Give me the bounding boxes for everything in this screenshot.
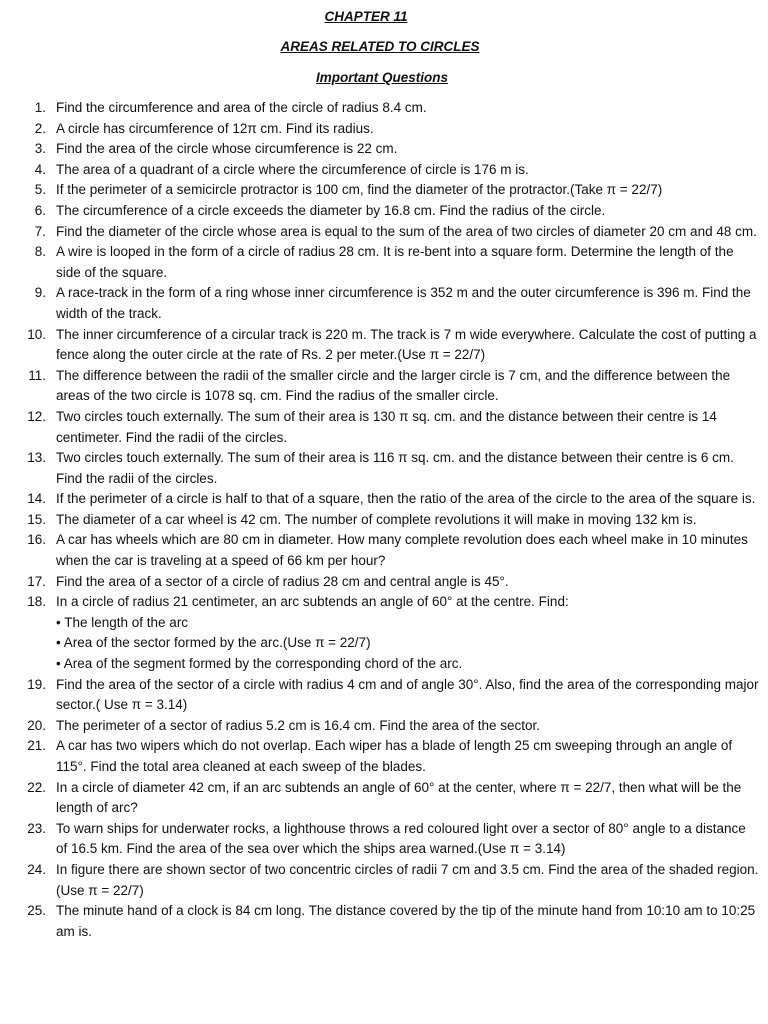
question-text: Two circles touch externally. The sum of their area is 130 π sq. cm. and the distance between their centre is 14 centimeter. Find the radii of the circles. [56,408,717,445]
question-text: A car has wheels which are 80 cm in diameter. How many complete revolution does each wheel make in 10 minutes when the car is traveling at a speed of 66 km per hour? [56,532,748,569]
sub-bullet: • Area of the segment formed by the corresponding chord of the arc. [56,656,463,672]
question-text: The diameter of a car wheel is 42 cm. The number of complete revolutions it will make in moving 132 km is. [56,511,697,527]
sub-bullet: • Area of the sector formed by the arc.(Use π = 22/7) [56,635,371,651]
question-number: 10. [27,326,46,342]
question-item [0,242,768,283]
question-number: 18. [27,594,46,610]
question-item [0,201,768,222]
section-subtitle: Important Questions [315,70,448,85]
question-number: 7. [34,223,46,239]
question-text: Find the area of a sector of a circle of radius 28 cm and central angle is 45°. [56,573,509,589]
question-item [0,325,768,366]
question-item [0,675,768,716]
question-text: In figure there are shown sector of two concentric circles of radii 7 cm and 3.5 cm. Find the area of the shaded region.(Use π = 22/7) [56,861,759,898]
question-number: 9. [34,285,46,301]
question-number: 4. [34,161,46,177]
question-number: 16. [27,532,46,548]
question-text: Find the area of the circle whose circumference is 22 cm. [56,141,398,157]
question-text: To warn ships for underwater rocks, a lighthouse throws a red coloured light over a sector of 80° angle to a distance of 16.5 km. Find the area of the sea over which the ships area warned.(Use π = 3.14) [56,820,746,857]
question-item [0,160,768,181]
question-item [0,901,768,942]
question-number: 20. [27,717,46,733]
question-number: 5. [34,182,46,198]
question-text: The minute hand of a clock is 84 cm long. The distance covered by the tip of the minute hand from 10:10 am to 10:25 am is. [56,903,756,939]
question-number: 8. [34,244,46,260]
question-number: 3. [34,141,46,157]
question-number: 15. [27,511,46,527]
question-item [0,510,768,531]
question-number: 17. [27,573,46,589]
question-item [0,180,768,201]
question-item [0,489,768,510]
question-text: In a circle of diameter 42 cm, if an arc subtends an angle of 60° at the center, where π = 22/7, then what will be the length of arc? [56,779,742,816]
question-text: A wire is looped in the form of a circle of radius 28 cm. It is re-bent into a square form. Determine the length of the side of the square. [56,244,734,280]
question-number: 6. [34,202,46,218]
question-number: 2. [34,120,46,136]
question-item [0,283,768,324]
question-item [0,98,768,119]
question-number: 14. [27,491,46,507]
question-text: The area of a quadrant of a circle where the circumference of circle is 176 m is. [56,161,529,177]
question-item [0,530,768,571]
question-list [0,98,768,942]
question-text: A race-track in the form of a ring whose inner circumference is 352 m and the outer circumference is 396 m. Find the width of the track. [56,285,751,321]
question-item [0,139,768,160]
chapter-heading: CHAPTER 11 [324,9,408,24]
question-item [0,778,768,819]
question-item [0,222,768,243]
question-text: The difference between the radii of the smaller circle and the larger circle is 7 cm, and the difference between the areas of the two circle is 1078 sq. cm. Find the radius of the smaller circle. [56,367,731,404]
question-item [0,860,768,901]
question-item [0,448,768,489]
question-item [0,572,768,593]
question-item [0,736,768,777]
question-item [0,716,768,737]
question-number: 11. [28,367,46,383]
chapter-title: AREAS RELATED TO CIRCLES [280,39,480,54]
question-item [0,592,768,674]
question-text: A car has two wipers which do not overlap. Each wiper has a blade of length 25 cm sweeping through an angle of 115°. Find the total area cleaned at each sweep of the blades. [56,738,733,774]
question-text: Two circles touch externally. The sum of their area is 116 π sq. cm. and the distance between their centre is 6 cm. Find the radii of the circles. [56,450,734,486]
question-text: Find the diameter of the circle whose area is equal to the sum of the area of two circles of diameter 20 cm and 48 cm. [56,223,757,239]
question-item [0,366,768,407]
question-number: 19. [27,676,46,692]
question-text: The circumference of a circle exceeds the diameter by 16.8 cm. Find the radius of the circle. [56,202,606,218]
question-text: Find the circumference and area of the circle of radius 8.4 cm. [56,100,427,115]
question-number: 24. [27,861,46,877]
question-number: 13. [27,450,46,466]
question-item [0,407,768,448]
question-number: 23. [27,820,46,836]
question-number: 22. [27,779,46,795]
question-item [0,119,768,140]
sub-bullet: • The length of the arc [56,614,189,630]
question-text: If the perimeter of a semicircle protractor is 100 cm, find the diameter of the protractor.(Take π = 22/7) [56,182,663,198]
question-number: 12. [27,408,46,424]
question-text: The inner circumference of a circular track is 220 m. The track is 7 m wide everywhere. Calculate the cost of putting a fence along the outer circle at the rate of Rs. 2 per meter.(Use π = 22/7) [56,326,757,363]
question-item [0,819,768,860]
question-number: 25. [27,903,46,919]
question-text: The perimeter of a sector of radius 5.2 cm is 16.4 cm. Find the area of the sector. [56,717,540,733]
question-number: 1. [34,100,46,115]
question-text: Find the area of the sector of a circle with radius 4 cm and of angle 30°. Also, find the area of the corresponding major sector.( Use π = 3.14) [56,676,759,713]
question-text: If the perimeter of a circle is half to that of a square, then the ratio of the area of the circle to the area of the square is. [56,491,756,507]
question-text: In a circle of radius 21 centimeter, an arc subtends an angle of 60° at the centre. Find: [56,594,569,610]
question-number: 21. [27,738,46,754]
question-text: A circle has circumference of 12π cm. Find its radius. [56,120,374,136]
